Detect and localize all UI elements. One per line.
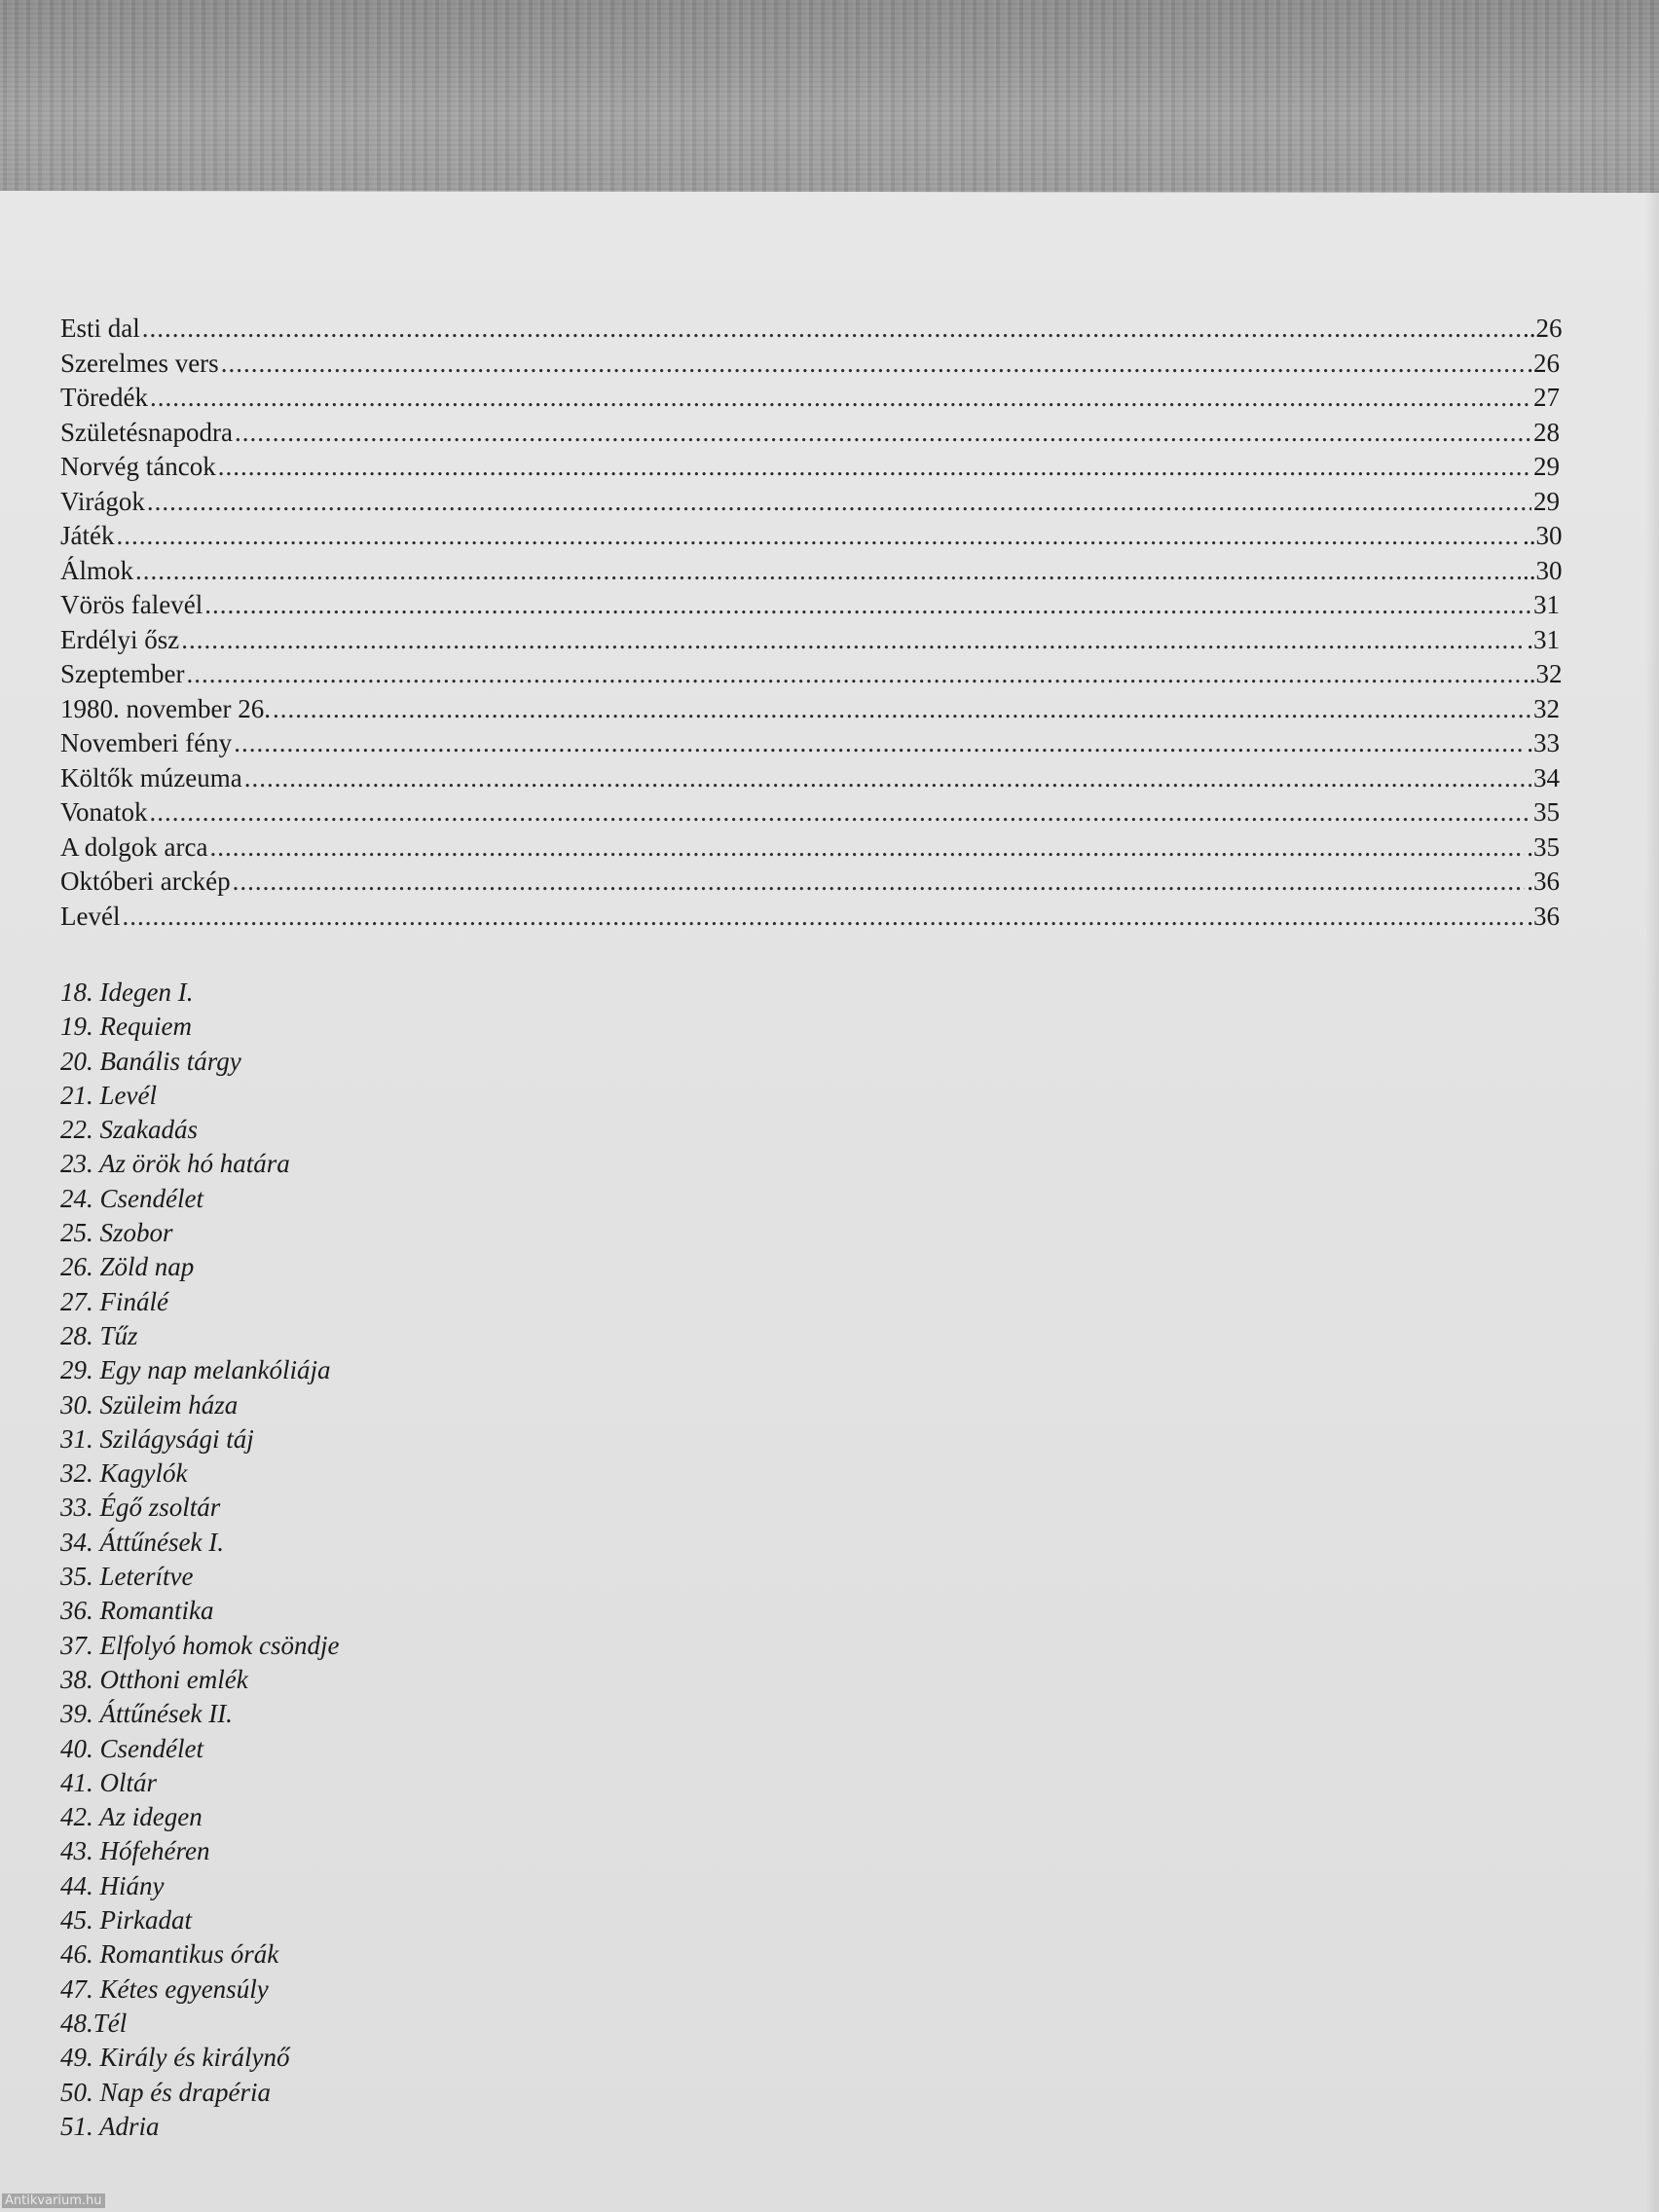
toc-title: Játék (60, 521, 115, 550)
toc-entry (60, 313, 1563, 349)
toc-page: 28 (1533, 417, 1560, 447)
plate-item: 41. Oltár (60, 1767, 158, 1797)
toc-title: Levél (60, 901, 121, 931)
plate-item: 27. Finálé (60, 1286, 168, 1316)
toc-leader (221, 349, 1526, 379)
table-of-contents (60, 313, 1563, 936)
toc-title: Születésnapodra (60, 417, 233, 447)
toc-leader (122, 902, 1525, 932)
toc-leader (244, 763, 1531, 793)
plate-item: 42. Az idegen (60, 1802, 203, 1832)
toc-title: Vörös falevél (60, 590, 203, 619)
plate-item: 21. Levél (60, 1080, 157, 1110)
toc-entry (60, 521, 1563, 556)
toc-entry (60, 452, 1560, 487)
toc-title: Vonatok (60, 797, 148, 827)
plate-item: 19. Requiem (60, 1012, 192, 1042)
plate-list (60, 977, 339, 2146)
toc-page: .36 (1527, 866, 1560, 896)
toc-page: 34 (1533, 762, 1560, 793)
plate-item: 31. Szilágysági táj (60, 1423, 254, 1454)
toc-page: 32 (1533, 693, 1560, 723)
toc-title: Költők múzeuma (60, 762, 242, 793)
toc-page: 31 (1533, 590, 1560, 619)
plate-item: 38. Otthoni emlék (60, 1664, 248, 1694)
toc-title: Szerelmes vers (60, 348, 219, 378)
toc-page: ..26 (1523, 313, 1563, 343)
plate-item: 22. Szakadás (60, 1115, 198, 1145)
toc-entry (60, 349, 1560, 384)
toc-title: Virágok (60, 486, 145, 516)
toc-leader (150, 797, 1531, 828)
toc-leader (186, 659, 1521, 689)
plate-item: 48.Tél (60, 2008, 128, 2038)
plate-item: 36. Romantika (60, 1596, 214, 1626)
toc-title: A dolgok arca (60, 831, 208, 862)
toc-entry (60, 418, 1560, 453)
toc-page: 29 (1533, 452, 1560, 481)
toc-leader (235, 418, 1531, 448)
toc-leader (147, 487, 1531, 517)
toc-page: .26 (1527, 348, 1560, 378)
toc-entry (60, 866, 1560, 902)
toc-entry (60, 763, 1560, 798)
plate-item: 46. Romantikus órák (60, 1939, 279, 1970)
plate-item: 30. Szüleim háza (60, 1389, 239, 1419)
toc-title: Esti dal (60, 313, 140, 343)
plate-item: 20. Banális tárgy (60, 1046, 241, 1076)
toc-entry (60, 797, 1560, 832)
toc-entry (60, 902, 1560, 937)
toc-leader (234, 728, 1525, 758)
toc-page: 29 (1533, 486, 1560, 516)
plate-item: 43. Hófehéren (60, 1836, 210, 1866)
toc-leader (233, 866, 1526, 897)
plate-item: 18. Idegen I. (60, 977, 194, 1007)
toc-entry (60, 487, 1560, 522)
toc-title: Norvég táncok (60, 452, 216, 481)
toc-title: Töredék (60, 383, 148, 412)
toc-page: .33 (1527, 728, 1560, 757)
toc-entry (60, 383, 1560, 418)
toc-leader (273, 694, 1531, 724)
toc-title: Novemberi fény (60, 728, 233, 757)
toc-entry (60, 590, 1560, 625)
plate-item: 26. Zöld nap (60, 1252, 195, 1282)
wooden-background (0, 0, 1659, 195)
toc-page: 35 (1533, 797, 1560, 827)
page-edge-shadow (1645, 191, 1659, 2212)
plate-item: 37. Elfolyó homok csöndje (60, 1630, 340, 1660)
watermark: Antikvarium.hu (2, 2194, 105, 2208)
toc-leader (204, 590, 1531, 620)
toc-entry (60, 694, 1560, 729)
toc-title: Erdélyi ősz (60, 624, 180, 654)
plate-item: 39. Áttűnések II. (60, 1699, 233, 1729)
toc-page: .31 (1527, 624, 1560, 654)
toc-title: Októberi arckép (60, 866, 231, 896)
plate-item: 40. Csendélet (60, 1733, 203, 1763)
plate-item: 28. Tűz (60, 1320, 138, 1350)
toc-page: ..30 (1523, 521, 1563, 550)
toc-page: .35 (1527, 831, 1560, 862)
plate-item: 51. Adria (60, 2111, 160, 2141)
toc-entry (60, 728, 1560, 763)
plate-item: 23. Az örök hó határa (60, 1149, 290, 1179)
toc-leader (150, 383, 1531, 413)
plate-item: 50. Nap és drapéria (60, 2077, 271, 2107)
toc-leader (116, 521, 1521, 551)
plate-item: 44. Hiány (60, 1870, 165, 1900)
plate-item: 24. Csendélet (60, 1183, 203, 1213)
toc-page: 27 (1533, 383, 1560, 412)
toc-page: ..30 (1523, 555, 1563, 585)
toc-title: Szeptember (60, 659, 185, 688)
toc-leader (181, 625, 1525, 655)
plate-item: 29. Egy nap melankóliája (60, 1355, 331, 1385)
plate-item: 32. Kagylók (60, 1458, 188, 1489)
toc-title: 1980. november 26. (60, 693, 271, 723)
plate-item: 25. Szobor (60, 1218, 173, 1248)
plate-item: 33. Égő zsoltár (60, 1493, 221, 1523)
toc-title: Álmok (60, 555, 134, 585)
toc-entry (60, 832, 1560, 867)
plate-item: 35. Leterítve (60, 1562, 194, 1592)
plate-item: 49. Király és királynő (60, 2043, 290, 2073)
plate-item: 47. Kétes egyensúly (60, 1973, 269, 2004)
toc-entry (60, 555, 1563, 591)
toc-entry (60, 625, 1560, 660)
toc-entry (60, 659, 1563, 694)
plate-item: 45. Pirkadat (60, 1905, 192, 1936)
toc-leader (218, 452, 1531, 482)
toc-leader (209, 832, 1525, 863)
toc-page: .36 (1527, 901, 1560, 931)
toc-page: ..32 (1523, 659, 1563, 688)
plate-item: 34. Áttűnések I. (60, 1527, 224, 1557)
toc-leader (135, 556, 1521, 586)
toc-leader (142, 313, 1521, 344)
